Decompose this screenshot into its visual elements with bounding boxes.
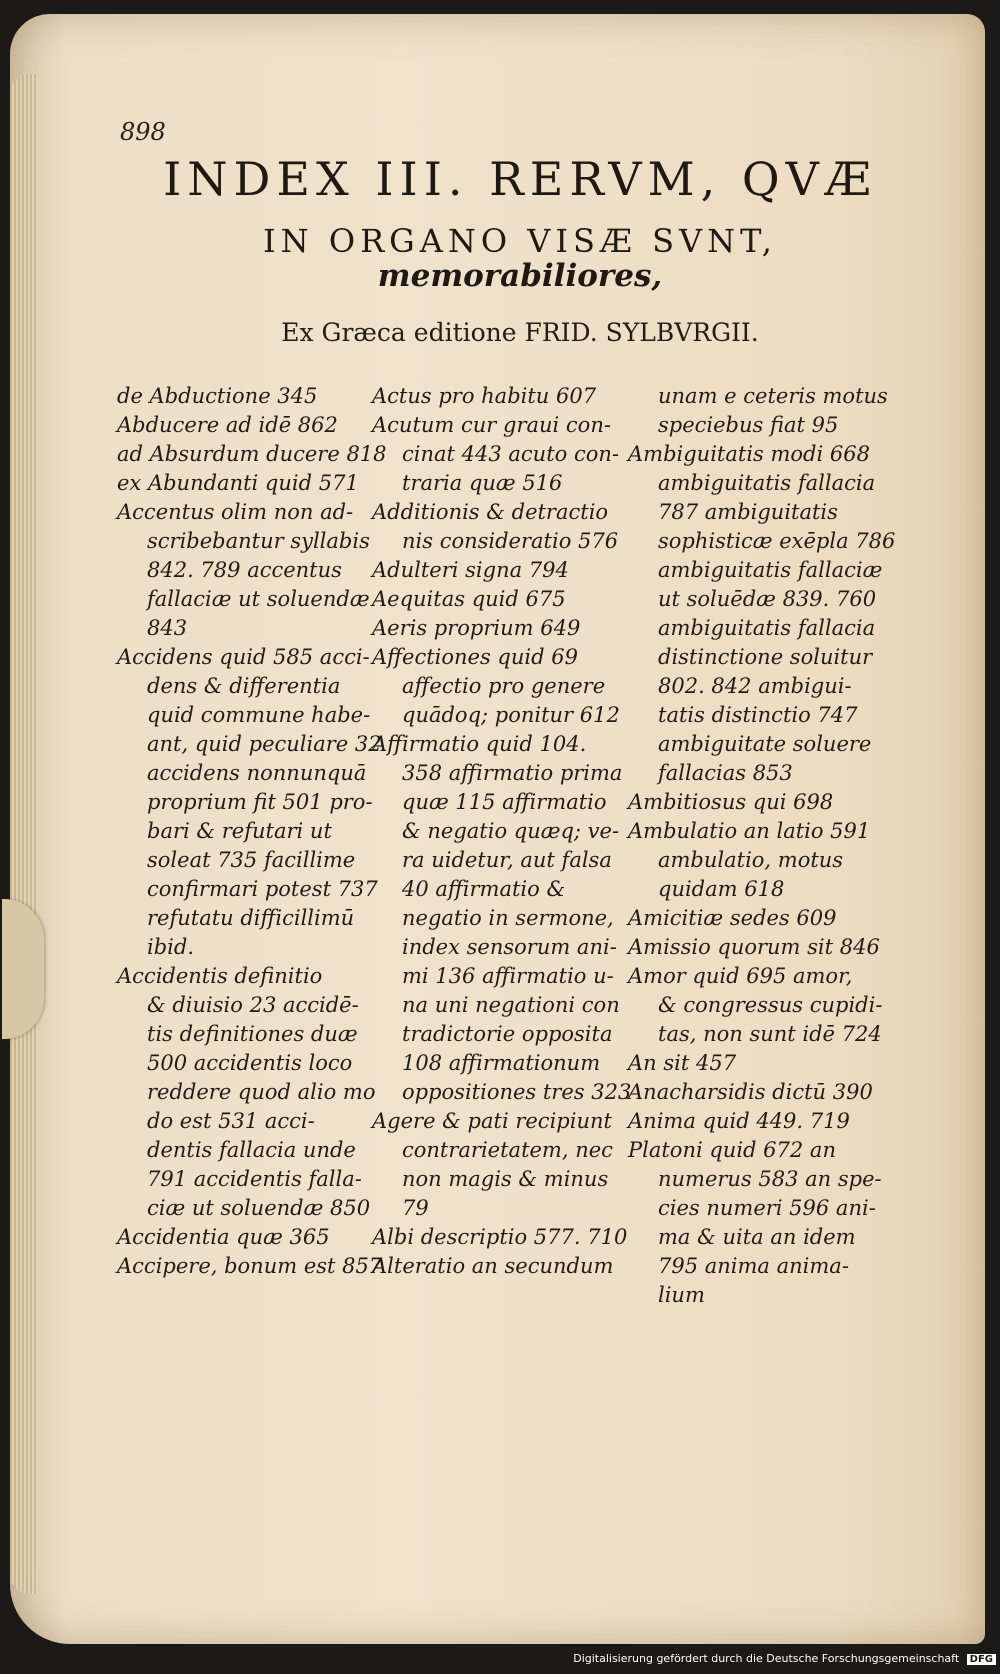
index-entry-line: ibid. xyxy=(147,935,194,959)
index-entry-line: 842. 789 accentus xyxy=(147,558,342,582)
index-entry-line: ut soluēdæ 839. 760 xyxy=(658,587,877,611)
index-entry-line: Adulteri signa 794 xyxy=(372,558,569,582)
index-entry-line: 108 affirmationum xyxy=(402,1051,601,1075)
index-entry-line: contrarietatem, nec xyxy=(402,1138,613,1162)
index-entry-line: Accentus olim non ad- xyxy=(117,500,354,524)
index-entry-line: & diuisio 23 accidē- xyxy=(147,993,359,1017)
index-entry-line: tas, non sunt idē 724 xyxy=(658,1022,882,1046)
index-entry-line: Amicitiæ sedes 609 xyxy=(628,906,837,930)
footer-text: Digitalisierung gefördert durch die Deutsche Forschungsgemeinschaft xyxy=(573,1652,960,1665)
index-entry-line: ex Abundanti quid 571 xyxy=(117,471,359,495)
index-column-3 xyxy=(628,382,896,1310)
index-entry-line: quidam 618 xyxy=(658,877,785,901)
index-entry-line: confirmari potest 737 xyxy=(147,877,378,901)
index-entry-line: Abducere ad idē 862 xyxy=(117,413,338,437)
index-entry-line: Accidentia quæ 365 xyxy=(117,1225,330,1249)
index-entry-line: quæ 115 affirmatio xyxy=(402,790,607,814)
index-entry-line: Aequitas quid 675 xyxy=(372,587,566,611)
index-entry-line: 791 accidentis falla- xyxy=(147,1167,362,1191)
index-entry-line: ma & uita an idem xyxy=(658,1225,856,1249)
index-entry-line: lium xyxy=(658,1283,705,1307)
index-entry-line: tis definitiones duæ xyxy=(147,1022,358,1046)
index-entry-line: proprium fit 501 pro- xyxy=(147,790,373,814)
index-entry-line: quid commune habe- xyxy=(147,703,371,727)
index-entry-line: ambiguitate soluere xyxy=(658,732,872,756)
index-entry-line: Amor quid 695 amor, xyxy=(628,964,853,988)
index-entry-line: ambiguitatis fallacia xyxy=(658,616,876,640)
index-entry-line: Alteratio an secundum xyxy=(372,1254,614,1278)
index-entry-line: tatis distinctio 747 xyxy=(658,703,858,727)
title-line-1: INDEX III. RERVM, QVÆ xyxy=(163,152,877,206)
index-entry-line: Aeris proprium 649 xyxy=(372,616,581,640)
index-column-2 xyxy=(372,382,632,1281)
index-entry-line: 79 xyxy=(402,1196,429,1220)
index-entry-line: ambiguitatis fallacia xyxy=(658,471,876,495)
index-entry-line: Ambitiosus qui 698 xyxy=(628,790,834,814)
index-entry-line: quādoq; ponitur 612 xyxy=(402,703,620,727)
index-entry-line: Albi descriptio 577. 710 xyxy=(372,1225,628,1249)
index-entry-line: & negatio quæq; ve- xyxy=(402,819,620,843)
index-entry-line: Agere & pati recipiunt xyxy=(372,1109,612,1133)
index-entry-line: Amissio quorum sit 846 xyxy=(628,935,880,959)
index-entry-line: affectio pro genere xyxy=(402,674,606,698)
index-entry-line: dentis fallacia unde xyxy=(147,1138,356,1162)
index-entry-line: refutatu difficillimū xyxy=(147,906,355,930)
index-entry-line: ambiguitatis fallaciæ xyxy=(658,558,883,582)
index-entry-line: 802. 842 ambigui- xyxy=(658,674,852,698)
index-entry-line: scribebantur syllabis xyxy=(147,529,370,553)
index-entry-line: cies numeri 596 ani- xyxy=(658,1196,876,1220)
index-entry-line: Anacharsidis dictū 390 xyxy=(628,1080,873,1104)
index-entry-line: Accipere, bonum est 857 xyxy=(117,1254,383,1278)
index-entry-line: Platoni quid 672 an xyxy=(628,1138,836,1162)
title-line-2: IN ORGANO VISÆ SVNT, xyxy=(263,222,777,260)
index-entry-line: traria quæ 516 xyxy=(402,471,563,495)
index-column-1 xyxy=(117,382,387,1281)
index-entry-line: numerus 583 an spe- xyxy=(658,1167,882,1191)
index-entry-line: fallacias 853 xyxy=(658,761,793,785)
page-edge xyxy=(10,74,38,1594)
index-entry-line: Actus pro habitu 607 xyxy=(372,384,597,408)
index-entry-line: na uni negationi con xyxy=(402,993,620,1017)
index-entry-line: negatio in sermone, xyxy=(402,906,614,930)
index-entry-line: An sit 457 xyxy=(628,1051,737,1075)
index-entry-line: soleat 735 facillime xyxy=(147,848,356,872)
index-entry-line: Additionis & detractio xyxy=(372,500,609,524)
index-entry-line: non magis & minus xyxy=(402,1167,609,1191)
index-entry-line: cinat 443 acuto con- xyxy=(402,442,619,466)
index-entry-line: bari & refutari ut xyxy=(147,819,332,843)
index-entry-line: 787 ambiguitatis xyxy=(658,500,838,524)
index-entry-line: do est 531 acci- xyxy=(147,1109,315,1133)
index-entry-line: accidens nonnunquā xyxy=(147,761,367,785)
index-entry-line: sophisticæ exēpla 786 xyxy=(658,529,896,553)
index-entry-line: oppositiones tres 323 xyxy=(402,1080,632,1104)
index-entry-line: nis consideratio 576 xyxy=(402,529,619,553)
index-entry-line: Acutum cur graui con- xyxy=(372,413,611,437)
index-entry-line: ciæ ut soluendæ 850 xyxy=(147,1196,371,1220)
index-entry-line: 795 anima anima- xyxy=(658,1254,849,1278)
index-entry-line: & congressus cupidi- xyxy=(658,993,883,1017)
index-entry-line: ambulatio, motus xyxy=(658,848,844,872)
index-entry-line: mi 136 affirmatio u- xyxy=(402,964,614,988)
index-entry-line: Affectiones quid 69 xyxy=(372,645,578,669)
index-entry-line: index sensorum ani- xyxy=(402,935,617,959)
index-entry-line: unam e ceteris motus xyxy=(658,384,888,408)
source-line: Ex Græca editione FRID. SYLBVRGII. xyxy=(281,318,759,347)
index-entry-line: Accidentis definitio xyxy=(117,964,323,988)
index-entry-line: Ambulatio an latio 591 xyxy=(628,819,871,843)
index-entry-line: ra uidetur, aut falsa xyxy=(402,848,612,872)
page-tab xyxy=(2,899,44,1039)
title-line-3: memorabiliores, xyxy=(377,258,663,294)
dfg-badge: DFG xyxy=(967,1654,996,1665)
index-entry-line: ad Absurdum ducere 818 xyxy=(117,442,387,466)
index-entry-line: fallaciæ ut soluendæ xyxy=(147,587,370,611)
index-entry-line: 358 affirmatio prima xyxy=(402,761,623,785)
index-entry-line: Ambiguitatis modi 668 xyxy=(628,442,870,466)
index-entry-line: distinctione soluitur xyxy=(658,645,873,669)
index-entry-line: 40 affirmatio & xyxy=(402,877,566,901)
digitization-footer xyxy=(560,1652,996,1665)
index-entry-line: 500 accidentis loco xyxy=(147,1051,353,1075)
page-number: 898 xyxy=(120,118,166,146)
index-entry-line: Anima quid 449. 719 xyxy=(628,1109,850,1133)
index-entry-line: ant, quid peculiare 32 xyxy=(147,732,382,756)
index-entry-line: tradictorie opposita xyxy=(402,1022,613,1046)
index-entry-line: Accidens quid 585 acci- xyxy=(117,645,370,669)
index-entry-line: reddere quod alio mo xyxy=(147,1080,376,1104)
index-entry-line: 843 xyxy=(147,616,188,640)
index-entry-line: de Abductione 345 xyxy=(117,384,318,408)
index-entry-line: speciebus fiat 95 xyxy=(658,413,839,437)
index-entry-line: Affirmatio quid 104. xyxy=(372,732,587,756)
index-entry-line: dens & differentia xyxy=(147,674,341,698)
